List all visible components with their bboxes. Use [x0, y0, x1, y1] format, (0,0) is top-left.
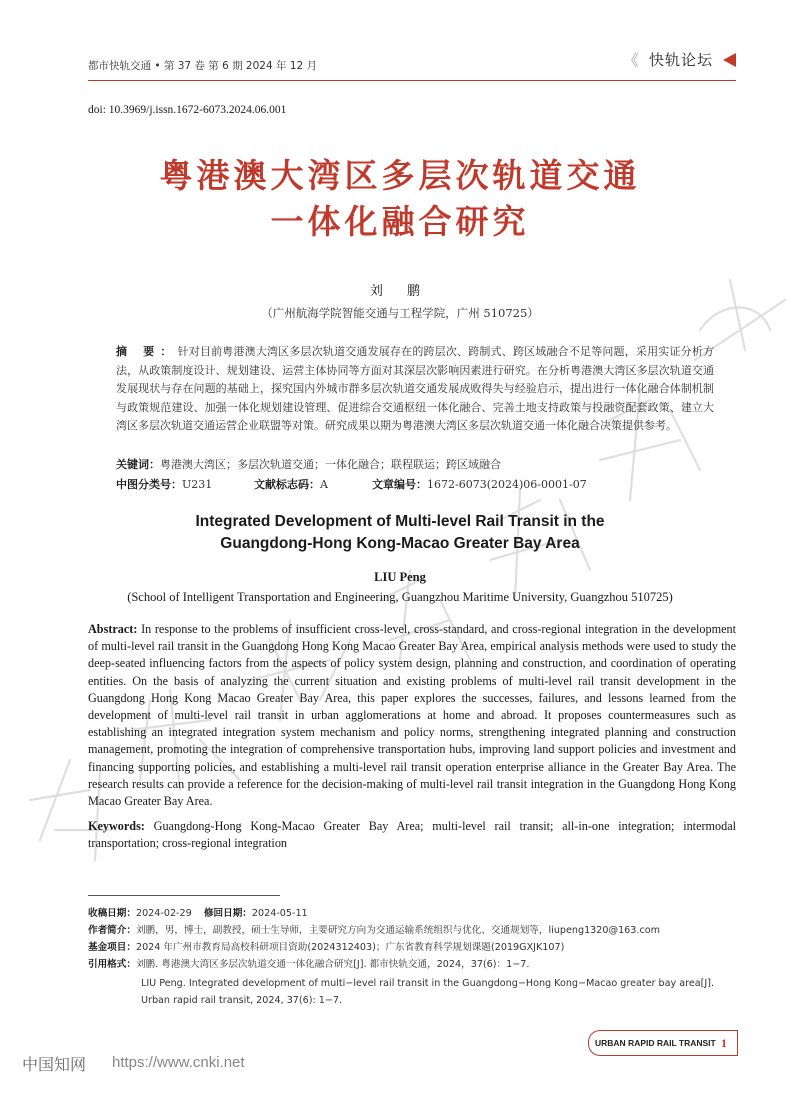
header-rule [88, 80, 736, 81]
keywords-en-text: Guangdong-Hong Kong-Macao Greater Bay Area; multi-level rail transit; all-in-one integration; intermodal transportation; cross-regional integration [88, 819, 736, 851]
cnki-logo: 中国知网 [22, 1055, 87, 1074]
doc-code-value: A [320, 478, 328, 491]
title-en-line-2: Guangdong-Hong Kong-Macao Greater Bay Area [220, 535, 580, 552]
abstract-cn-label: 摘 要： [116, 345, 178, 358]
double-chevron-left-icon: 《 [622, 51, 639, 70]
footnote-author [88, 922, 748, 939]
triangle-left-icon [723, 53, 736, 67]
title-en-line-1: Integrated Development of Multi-level Rail Transit in the [195, 513, 605, 530]
article-id-label: 文章编号： [372, 478, 427, 491]
citation-en: LIU Peng. Integrated development of multi−level rail transit in the Guangdong−Hong Kong−Macao greater bay area[J]. Urban rapid rail transit, 2024, 37(6): 1−7. [141, 978, 715, 1006]
title-cn-line-2: 一体化融合研究 [270, 202, 530, 241]
author-cn: 刘 鹏 [369, 284, 431, 299]
author-bio: 刘鹏，男，博士，副教授，硕士生导师，主要研究方向为交通运输系统组织与优化、交通规划等，liupeng1320@163.com [135, 925, 660, 936]
keywords-cn-label: 关键词： [116, 458, 160, 471]
keywords-en-label: Keywords: [88, 819, 145, 833]
journal-info: 都市快轨交通 • 第 37 卷 第 6 期 2024 年 12 月 [88, 60, 318, 72]
abstract-cn-text: 针对目前粤港澳大湾区多层次轨道交通发展存在的跨层次、跨制式、跨区域融合不足等问题，采用实证分析方法，从政策制度设计、规划建设、运营主体协同等方面对其深层次影响因素进行研究。在分析粤港澳大湾区多层次轨道交通发展现状与存在问题的基础上，探究国内外城市群多层次轨道交通发展成败得失与经验启示，提出进行一体化融合体制机制与政策规范建设、加强一体化规划建设管理、促进综合交通枢纽一体化融合、完善土地支持政策与投融资配套政策、建立大湾区多层次轨道交通运营企业联盟等对策。研究成果以期为粤港澳大湾区多层次轨道交通一体化融合决策提供参考。 [116, 345, 714, 433]
revised-label: 修回日期： [203, 908, 252, 919]
article-id-value: 1672-6073(2024)06-0001-07 [427, 478, 587, 491]
abstract-en-text: In response to the problems of insufficient cross-level, cross-standard, and cross-regional integration in the development of multi-level rail transit in the Guangdong Hong Kong Macao Greater Bay Area, empirical analysis methods were used to study the deep-seated influencing factors from the aspects of policy system design, planning and construction, and coordination of operating entities. On the basis of analyzing the current situation and existing problems of multi-level rail transit development in the Guangdong Hong Kong Macao Greater Bay Area, this paper explores the successes, failures, and lessons learned from the development of multi-level rail transit in urban agglomerations at home and abroad. It proposes countermeasures such as establishing an integrated integration system mechanism and policy norms, strengthening integrated planning and construction management, promoting the integration of comprehensive transportation hubs, improving land support policies and investment and financing supporting policies, and establishing a multi-level rail transit operation enterprise alliance in the Greater Bay Area. The research results can provide a reference for the decision-making of multi-level rail transit integration in the Guangdong Hong Kong Macao Greater Bay Area. [88, 622, 736, 809]
author-bio-label: 作者简介： [88, 925, 136, 936]
page-badge [588, 1030, 738, 1056]
fund-label: 基金项目： [88, 942, 136, 953]
abstract-en [88, 621, 736, 810]
footnote-rule [88, 895, 280, 896]
affiliation-en: (School of Intelligent Transportation and Engineering, Guangzhou Maritime University, Guangzhou 510725) [127, 590, 673, 604]
clc-label: 中图分类号： [116, 478, 182, 491]
page-number: 1 [721, 1035, 727, 1050]
citation-label: 引用格式： [88, 959, 136, 970]
title-cn-line-1: 粤港澳大湾区多层次轨道交通 [159, 156, 641, 195]
abstract-en-label: Abstract: [88, 622, 138, 636]
received-date: 2024-02-29 [135, 908, 192, 919]
section-name: 快轨论坛 [648, 51, 713, 69]
footnote-dates [88, 905, 748, 922]
doc-code-label: 文献标志码： [254, 478, 320, 491]
abstract-cn [116, 343, 714, 436]
revised-date: 2024-05-11 [251, 908, 308, 919]
citation-cn: 刘鹏. 粤港澳大湾区多层次轨道交通一体化融合研究[J]. 都市快轨交通，2024，37(6)：1−7. [135, 959, 530, 970]
badge-label: URBAN RAPID RAIL TRANSIT [595, 1038, 716, 1048]
affiliation-cn: （广州航海学院智能交通与工程学院，广州 510725） [261, 306, 539, 320]
cnki-url[interactable]: https://www.cnki.net [112, 1054, 245, 1071]
classification-row [116, 476, 716, 492]
doi[interactable]: doi: 10.3969/j.issn.1672-6073.2024.06.001 [88, 104, 287, 116]
received-label: 收稿日期： [88, 908, 136, 919]
fund-text: 2024 年广州市教育局高校科研项目资助(2024312403)；广东省教育科学规划课题(2019GXJK107) [135, 942, 565, 953]
keywords-cn-text: 粤港澳大湾区；多层次轨道交通；一体化融合；联程联运；跨区域融合 [160, 458, 501, 471]
footnote-citation-cn [88, 956, 748, 973]
keywords-cn [116, 456, 716, 472]
footnote-fund [88, 939, 748, 956]
author-en: LIU Peng [374, 570, 426, 584]
clc-value: U231 [182, 478, 213, 491]
keywords-en [88, 818, 736, 852]
section-header [623, 48, 736, 71]
